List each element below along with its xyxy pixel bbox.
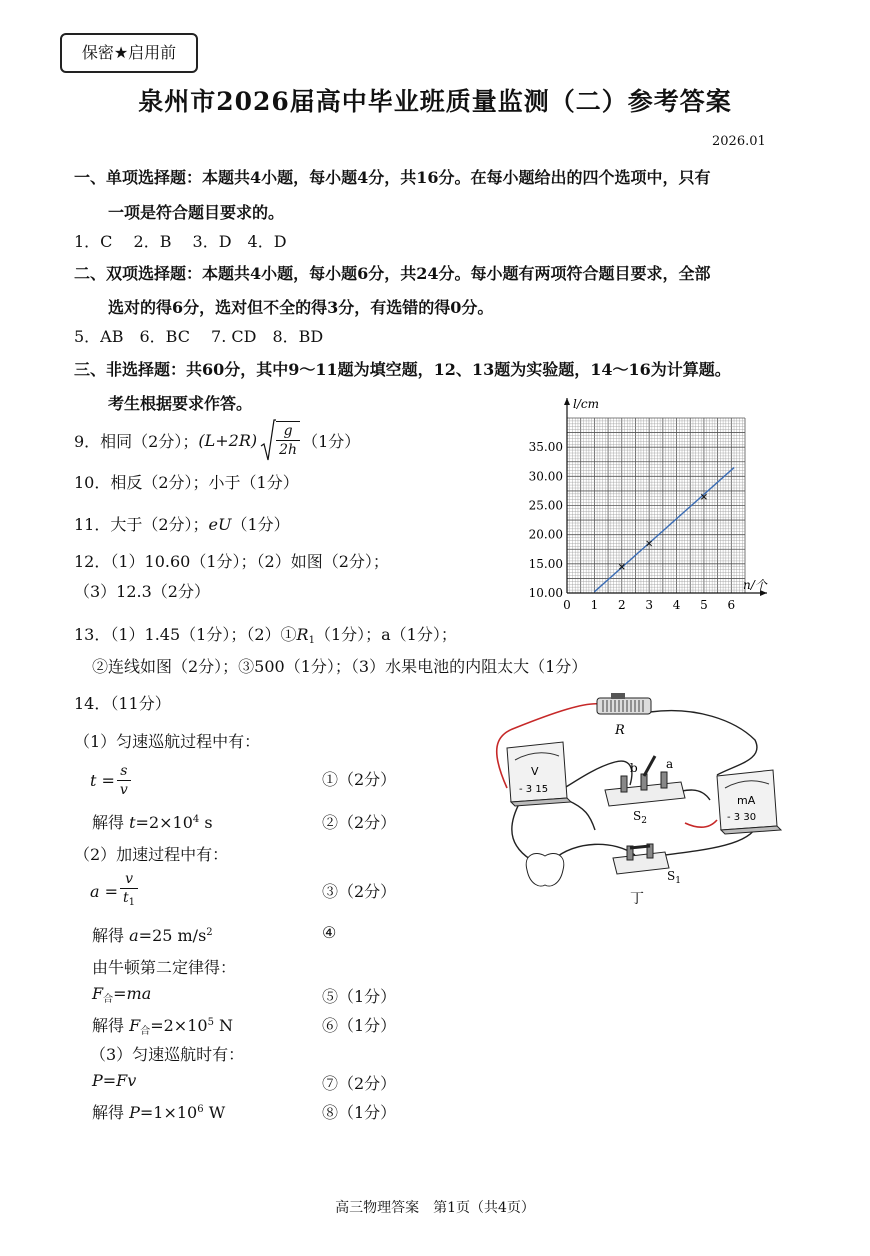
section2-answers: 5．AB 6．BC 7. CD 8．BD bbox=[74, 327, 324, 346]
q14-sol4-mark: ⑧（1分） bbox=[322, 1103, 397, 1122]
q14-newton: 由牛顿第二定律得： bbox=[92, 958, 237, 977]
x-tick-label: 2 bbox=[617, 598, 626, 612]
y-tick-label: 15.00 bbox=[528, 556, 563, 571]
x-tick-label: 0 bbox=[563, 598, 571, 612]
v-label: V bbox=[531, 765, 539, 778]
ma-label: mA bbox=[737, 794, 756, 807]
circuit-diagram bbox=[485, 690, 785, 910]
red-wire-right bbox=[685, 820, 717, 827]
x-tick-label: 4 bbox=[672, 598, 681, 612]
q14-eq1: t = $\frac{s}{v}$ bbox=[90, 758, 133, 802]
x-tick-label: 3 bbox=[645, 598, 653, 612]
q10-answer: 10．相反（2分）；小于（1分） bbox=[74, 473, 299, 492]
b-label: b bbox=[630, 761, 638, 775]
rheostat-icon bbox=[597, 693, 651, 714]
fit-line bbox=[594, 468, 734, 592]
date: 2026.01 bbox=[712, 134, 766, 149]
q14-eq5-mark: ⑤（1分） bbox=[322, 987, 397, 1006]
q9-answer bbox=[74, 417, 360, 463]
section1-heading-cont: 一项是符合题目要求的。 bbox=[108, 203, 285, 222]
q12-answer-cont: （3）12.3（2分） bbox=[74, 582, 210, 601]
length-count-chart bbox=[515, 392, 785, 622]
q14-eq3: a = $\frac{v}{t_1}$ bbox=[90, 868, 140, 914]
x-tick-label: 6 bbox=[727, 598, 736, 612]
confidential-badge: 保密★启用前 bbox=[60, 33, 198, 73]
chart-series bbox=[594, 468, 734, 592]
q14-sol3: 解得 $F_合=2\times 10^5$ N bbox=[92, 1016, 234, 1037]
s1-label: $S_1$ bbox=[667, 869, 681, 886]
y-tick-label: 35.00 bbox=[528, 440, 563, 455]
y-tick-label: 10.00 bbox=[528, 586, 563, 600]
q13-answer-cont: ②连线如图（2分）；③500（1分）；（3）水果电池的内阻太大（1分） bbox=[92, 657, 588, 676]
chart-ylabel: l/cm bbox=[573, 397, 599, 411]
q12-answer: 12．（1）10.60（1分）；（2）如图（2分）； bbox=[74, 552, 389, 571]
r-label: R bbox=[615, 723, 625, 738]
fruit-battery-icon bbox=[526, 854, 564, 887]
ma-scale: - 3 30 bbox=[727, 812, 757, 823]
section3-heading: 三、非选择题：共60分，其中9～11题为填空题，12、13题为实验题，14～16为计算题。 bbox=[74, 360, 731, 379]
q14-heading: 14．（11分） bbox=[74, 694, 171, 713]
y-axis-arrow bbox=[564, 398, 570, 405]
q14-part2: （2）加速过程中有： bbox=[74, 845, 229, 864]
q14-part3: （3）匀速巡航时有： bbox=[90, 1045, 245, 1064]
y-tick-label: 20.00 bbox=[528, 527, 563, 542]
wire-v-to-s2b bbox=[567, 800, 595, 830]
figure-label: 丁 bbox=[630, 891, 644, 907]
y-tick-label: 30.00 bbox=[528, 469, 563, 484]
section2-heading-cont: 选对的得6分，选对但不全的得3分，有选错的得0分。 bbox=[108, 298, 494, 317]
q14-eq3-mark: ③（2分） bbox=[322, 882, 397, 901]
q14-part1: （1）匀速巡航过程中有： bbox=[74, 732, 261, 751]
chart-grid bbox=[567, 418, 745, 593]
a-label: a bbox=[666, 757, 674, 771]
x-tick-label: 5 bbox=[700, 598, 708, 612]
q9-expr: (L+2R) bbox=[198, 430, 258, 450]
section2-heading: 二、双项选择题：本题共4小题，每小题6分，共24分。每小题有两项符合题目要求，全部 bbox=[74, 264, 711, 283]
q14-sol3-mark: ⑥（1分） bbox=[322, 1016, 397, 1035]
q14-eq5: $F_合=ma$ bbox=[92, 984, 152, 1005]
page-title: 泉州市2026届高中毕业班质量监测（二）参考答案 bbox=[138, 87, 732, 116]
q14-sol2-mark: ④ bbox=[322, 923, 337, 942]
q14-sol1: 解得 $t=2\times 10^4$ s bbox=[92, 813, 213, 832]
y-tick-label: 25.00 bbox=[528, 498, 563, 513]
q9-pre: 9．相同（2分）； bbox=[74, 431, 199, 451]
q14-eq1-mark: ①（2分） bbox=[322, 770, 397, 789]
voltmeter-icon bbox=[507, 742, 571, 806]
q14-eq7-mark: ⑦（2分） bbox=[322, 1074, 397, 1093]
section1-answers: 1．C 2．B 3．D 4．D bbox=[74, 232, 287, 251]
section1-heading: 一、单项选择题：本题共4小题，每小题4分，共16分。在每小题给出的四个选项中，只有 bbox=[74, 168, 711, 187]
section3-heading-cont: 考生根据要求作答。 bbox=[108, 394, 253, 413]
x-tick-label: 1 bbox=[590, 598, 599, 612]
q9-fraction: $\frac{g}{2h}$ bbox=[276, 421, 300, 459]
q11-answer: 11．大于（2分）；eU（1分） bbox=[74, 515, 290, 534]
q14-eq7: P=Fv bbox=[92, 1071, 137, 1090]
q14-sol2: 解得 a=25 $m/s^2$ bbox=[92, 926, 213, 945]
q14-sol4: 解得 $P=1\times 10^6$ W bbox=[92, 1103, 226, 1122]
page-footer: 高三物理答案 第1页（共4页） bbox=[335, 1200, 535, 1216]
q14-sol1-mark: ②（2分） bbox=[322, 813, 397, 832]
v-scale: - 3 15 bbox=[519, 784, 549, 795]
q13-answer: 13．（1）1.45（1分）；$(2)①R_1(1$分）；a（1分）； bbox=[74, 625, 457, 646]
chart-xlabel: n/个 bbox=[743, 578, 767, 592]
s2-label: $S_2$ bbox=[633, 809, 647, 826]
q9-post: （1分） bbox=[302, 431, 361, 451]
sqrt-icon bbox=[260, 418, 276, 462]
